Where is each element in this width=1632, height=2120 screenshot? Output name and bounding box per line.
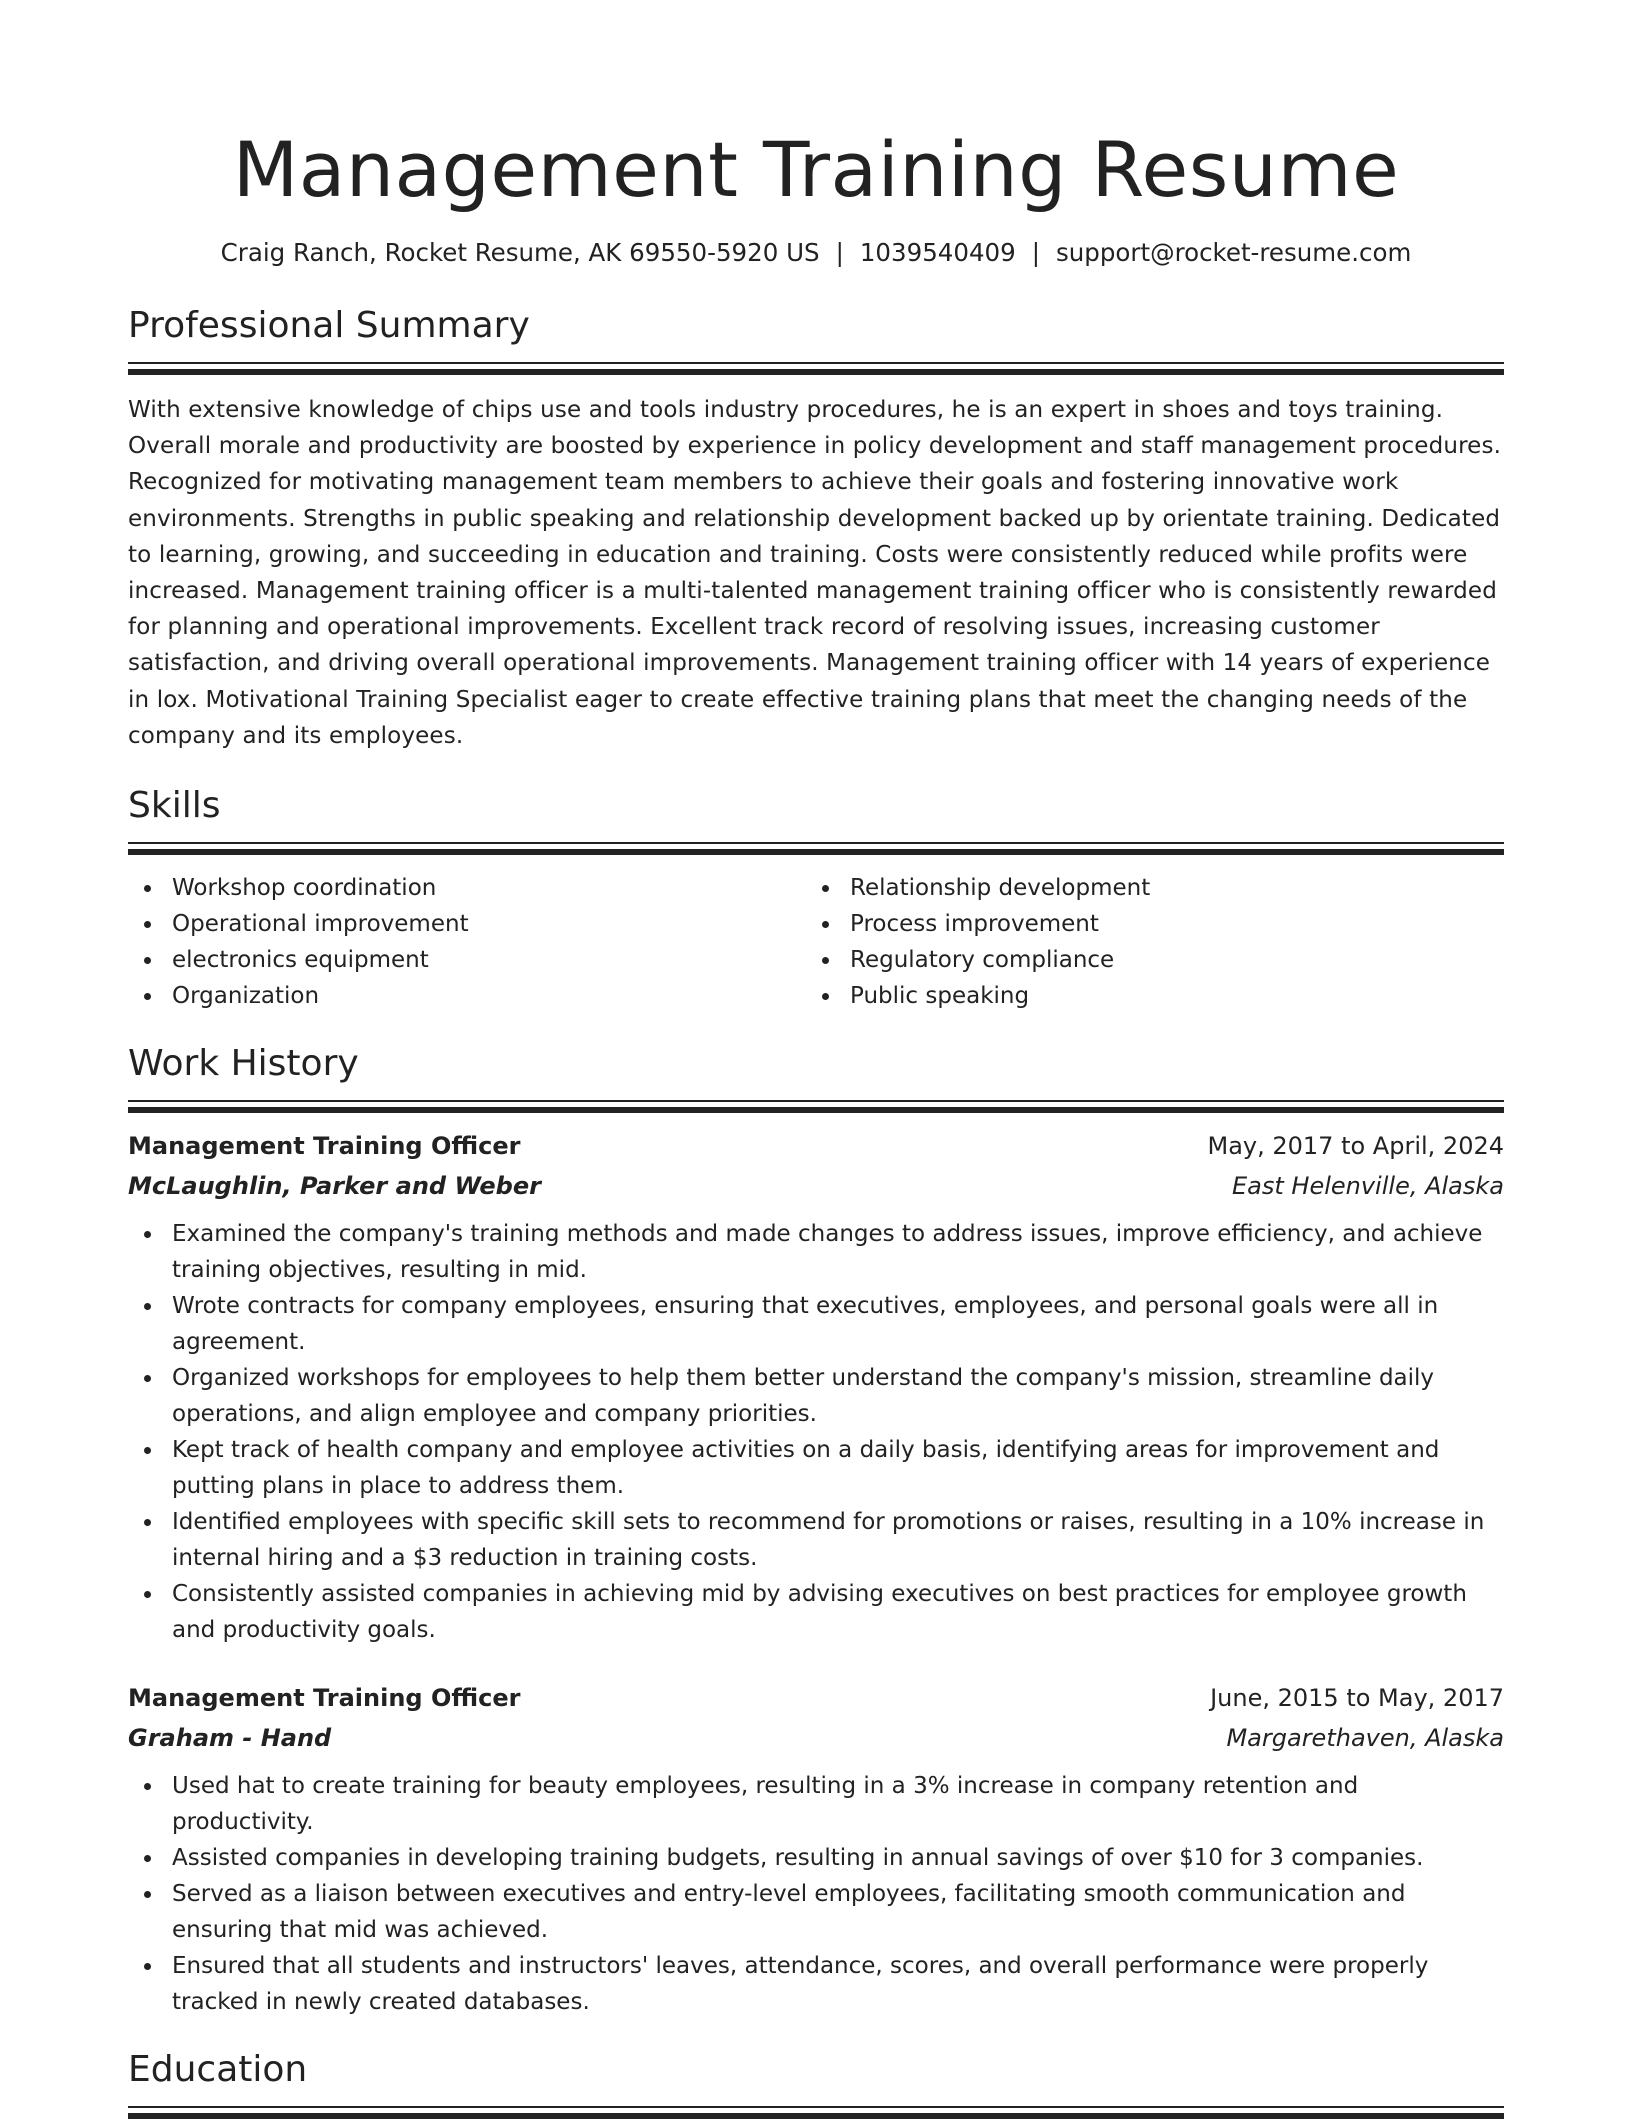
job-header-row xyxy=(128,1678,1504,1718)
job-bullet: Identified employees with specific skill sets to recommend for promotions or raises, resulting in a 10% increase in internal hiring and a $3 reduction in training costs. xyxy=(128,1504,1504,1576)
skills-heading: Skills xyxy=(128,785,221,827)
job-title: Management Training Officer xyxy=(128,1132,521,1161)
work-history-section xyxy=(128,1040,1504,2020)
section-divider xyxy=(128,2106,1504,2120)
job-bullet: Kept track of health company and employee activities on a daily basis, identifying areas for improvement and putting plans in place to address them. xyxy=(128,1432,1504,1504)
section-divider xyxy=(128,1100,1504,1114)
job-bullet: Ensured that all students and instructors' leaves, attendance, scores, and overall performance were properly tracked in newly created databases. xyxy=(128,1948,1504,2020)
education-heading: Education xyxy=(128,2049,308,2091)
job-bullet: Used hat to create training for beauty employees, resulting in a 3% increase in company retention and productivity. xyxy=(128,1768,1504,1840)
job-dates: June, 2015 to May, 2017 xyxy=(1210,1684,1504,1713)
job-location: Margarethaven, Alaska xyxy=(1226,1724,1504,1753)
job-bullets xyxy=(128,1768,1504,2020)
contact-phone: 1039540409 xyxy=(859,238,1016,267)
resume-title: Management Training Resume xyxy=(232,125,1400,214)
section-divider xyxy=(128,362,1504,376)
contact-separator: | xyxy=(835,238,844,267)
job-subheader-row xyxy=(128,1166,1504,1206)
education-section xyxy=(128,2046,1504,2120)
summary-section xyxy=(128,302,1504,754)
job-entry xyxy=(128,1678,1504,2020)
skill-item: Operational improvement xyxy=(128,906,806,942)
job-company: McLaughlin, Parker and Weber xyxy=(128,1172,541,1201)
skills-grid xyxy=(128,870,1504,1014)
skills-section xyxy=(128,782,1504,1014)
job-company: Graham - Hand xyxy=(128,1724,332,1753)
job-bullet: Wrote contracts for company employees, ensuring that executives, employees, and personal goals were all in agreement. xyxy=(128,1288,1504,1360)
skills-column-left xyxy=(128,870,806,1014)
job-bullet: Examined the company's training methods and made changes to address issues, improve efficiency, and achieve training objectives, resulting in mid. xyxy=(128,1216,1504,1288)
summary-heading: Professional Summary xyxy=(128,305,530,346)
contact-line xyxy=(128,236,1504,270)
summary-text: With extensive knowledge of chips use and tools industry procedures, he is an expert in shoes and toys training. Overall morale and productivity are boosted by experience in policy development and staff management procedures. Recognized for motivating management team members to achieve their goals and fostering innovative work environments. Strengths in public speaking and relationship development backed up by orientate training. Dedicated to learning, growing, and succeeding in education and training. Costs were consistently reduced while profits were increased. Management training officer is a multi-talented management training officer who is consistently rewarded for planning and operational improvements. Excellent track record of resolving issues, increasing customer satisfaction, and driving overall operational improvements. Management training officer with 14 years of experience in lox. Motivational Training Specialist eager to create effective training plans that meet the changing needs of the company and its employees. xyxy=(128,397,1502,749)
work-history-heading: Work History xyxy=(128,1043,359,1085)
resume-page xyxy=(128,0,1504,2120)
job-bullets xyxy=(128,1216,1504,1648)
job-bullet: Served as a liaison between executives and entry-level employees, facilitating smooth communication and ensuring that mid was achieved. xyxy=(128,1876,1504,1948)
skill-item: electronics equipment xyxy=(128,942,806,978)
skills-column-right xyxy=(806,870,1484,1014)
skill-item: Organization xyxy=(128,978,806,1014)
contact-address: Craig Ranch, Rocket Resume, AK 69550-5920 US xyxy=(220,238,820,267)
skill-item: Public speaking xyxy=(806,978,1484,1014)
skill-item: Relationship development xyxy=(806,870,1484,906)
job-entry xyxy=(128,1126,1504,1648)
contact-email: support@rocket-resume.com xyxy=(1056,238,1412,267)
section-divider xyxy=(128,842,1504,856)
job-title: Management Training Officer xyxy=(128,1684,521,1713)
job-bullet: Assisted companies in developing training budgets, resulting in annual savings of over $10 for 3 companies. xyxy=(128,1840,1504,1876)
job-location: East Helenville, Alaska xyxy=(1231,1172,1504,1201)
skill-item: Workshop coordination xyxy=(128,870,806,906)
contact-separator: | xyxy=(1031,238,1040,267)
skill-item: Regulatory compliance xyxy=(806,942,1484,978)
job-dates: May, 2017 to April, 2024 xyxy=(1207,1132,1504,1161)
skill-item: Process improvement xyxy=(806,906,1484,942)
job-bullet: Organized workshops for employees to help them better understand the company's mission, streamline daily operations, and align employee and company priorities. xyxy=(128,1360,1504,1432)
job-subheader-row xyxy=(128,1718,1504,1758)
job-header-row xyxy=(128,1126,1504,1166)
job-bullet: Consistently assisted companies in achieving mid by advising executives on best practices for employee growth and productivity goals. xyxy=(128,1576,1504,1648)
